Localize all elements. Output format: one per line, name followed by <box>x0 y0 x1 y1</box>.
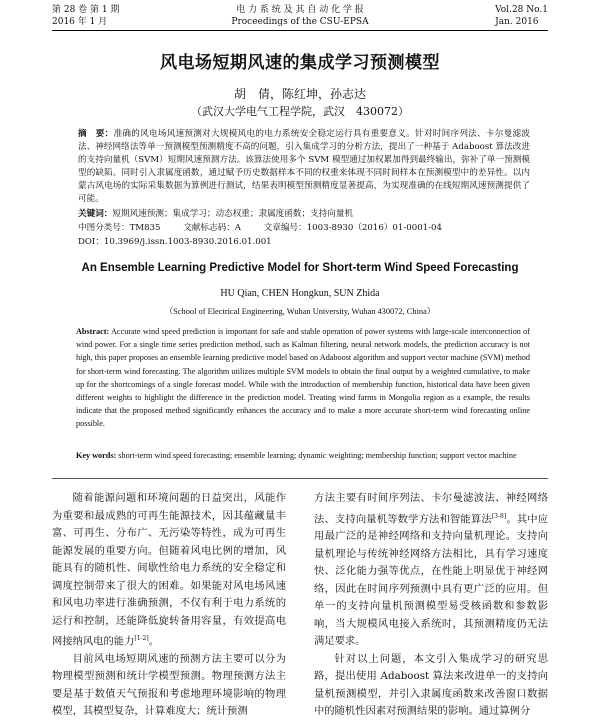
date-en: Jan. 2016 <box>495 17 539 27</box>
abstract-en <box>76 325 530 431</box>
header-right <box>495 4 548 28</box>
journal-name-zh: 电 力 系 统 及 其 自 动 化 学 报 <box>236 5 364 15</box>
keywords-zh-text: 短期风速预测；集成学习；动态权重；隶属度函数；支持向量机 <box>112 209 354 219</box>
body-text: 方法主要有时间序列法、卡尔曼滤波法、神经网络法、支持向量机等数学方法和智能算法 <box>314 492 548 525</box>
keywords-zh <box>78 208 530 220</box>
body-text: 。其中应用最广泛的是神经网络和支持向量机理论。支持向量机理论与传统神经网络方法相比，具有学习速度快、泛化能力强等优点，在性能上明显优于神经网络，因此在时间序列预测中具有更广泛的应用。但单一的支持向量机预测模型易受核函数和参数影响，当大规模风电接入系统时，其预测精度仍无法满足要求。 <box>314 512 549 648</box>
journal-name-en: Proceedings of the CSU-EPSA <box>231 17 369 27</box>
abstract-zh-text: 准确的风电场风速预测对大规模风电的电力系统安全稳定运行具有重要意义。针对时间序列法、卡尔曼滤波法、神经网络法等单一预测模型预测精度不高的问题，引入集成学习的分析方法，提出了一种基于 Adaboost 算法改进的支持向量机（SVM）短期风速预测方法。该算法使用多个 SVM 模型通过加权累加得到最终输出，弥补了单一预测模型的缺陷。同时引入隶属度函数，通过赋予历史数据样本不同的权重来体现不同时间样本在预测模型中的差异性。以内蒙古风电场的实际采集数据为算例进行测试，结果表明模型预测精度显著提高，为实现准确的在线短期风速预测提供了可能。 <box>78 129 530 204</box>
volume-issue: 第 28 卷 第 1 期 <box>52 5 120 15</box>
article-number: 文章编号：1003-8930（2016）01-0001-04 <box>263 223 442 233</box>
body-paragraph: 目前风电场短期风速的预测方法主要可以分为物理模型预测和统计学模型预测。物理预测方法主要是基于数值天气预报和考虑地理环境影响的物理模型，其模型复杂，计算难度大；统计预测 <box>52 652 286 718</box>
abstract-zh <box>78 128 530 206</box>
keywords-en-label: Key words: <box>76 451 117 460</box>
section-rule <box>52 478 548 479</box>
body-paragraph: 针对以上问题，本文引入集成学习的研究思路，提出使用 Adaboost 算法来改进单一的支持向量机预测模型，并引入隶属度函数来改善窗口数据中的随机性因素对预测结果的影响。通过算例分 <box>314 652 548 718</box>
clc-number: 中图分类号：TM835 <box>78 223 161 233</box>
keywords-en <box>76 450 530 462</box>
running-header <box>52 4 548 30</box>
keywords-en-text: short-term wind speed forecasting; ensemble learning; dynamic weighting; membership function; support vector machine <box>116 451 517 460</box>
body-paragraph <box>314 490 548 651</box>
abstract-en-text: Accurate wind speed prediction is important for safe and stable operation of power systems with large-scale interconnection of wind power. For a single time series prediction method, such as Kalman filtering, neural network models, the prediction accuracy is not high, this paper proposes an ensemble learning predictive model based on Adaboost algorithm and support vector machine (SVM) method for short-term wind forecasting. The algorithm utilizes multiple SVM models to obtain the final output by a weighted cumulative, to make up for the shortcomings of a single forecast model. While with the introduction of membership function, historical data have been given different weights to highlight the difference in the prediction model. Treating wind farms in Mongolia region as a example, the results indicate that the proposed method significantly enhances the accuracy and to make a more accurate short-term wind forecasting online possible. <box>76 327 530 429</box>
volume-en: Vol.28 No.1 <box>495 5 548 15</box>
body-paragraph <box>52 490 286 651</box>
title-en: An Ensemble Learning Predictive Model for Short-term Wind Speed Forecasting <box>81 262 519 274</box>
affiliation-zh: （武汉大学电气工程学院，武汉 430072） <box>191 105 409 118</box>
document-code: 文献标志码：A <box>183 223 242 233</box>
body-text: 随着能源问题和环境问题的日益突出，风能作为重要和最成熟的可再生能源技术，因其蕴藏量丰富、可再生、分布广、无污染等特性，成为可再生能源发展的重要方向。但随着风电比例的增加，风能具有的随机性、间歇性给电力系统的安全稳定和调度控制带来了很大的困难。如果能对风电场风速和风电功率进行准确预测，不仅有利于电力系统的运行和控制，还能降低旋转备用容量，有效提高电网接纳风电的能力 <box>52 492 286 648</box>
body-column-right <box>314 490 548 721</box>
date-zh: 2016 年 1 月 <box>52 17 108 27</box>
authors-en: HU Qian, CHEN Hongkun, SUN Zhida <box>220 288 380 299</box>
header-rule <box>52 30 548 31</box>
keywords-zh-label: 关键词： <box>78 209 113 219</box>
abstract-en-label: Abstract: <box>76 327 110 336</box>
header-center <box>52 4 548 28</box>
citation: [1-2] <box>134 635 149 642</box>
citation: [3-8] <box>491 512 507 520</box>
authors-zh: 胡 倩，陈红坤，孙志达 <box>233 87 366 101</box>
title-zh: 风电场短期风速的集成学习预测模型 <box>160 53 440 73</box>
doi: DOI：10.3969/j.issn.1003-8930.2016.01.001 <box>78 237 272 247</box>
abstract-zh-label: 摘 要： <box>78 129 114 139</box>
body-column-left <box>52 490 286 721</box>
affiliation-en: （School of Electrical Engineering, Wuhan University, Wuhan 430072, China） <box>164 307 436 316</box>
classification-line <box>78 222 530 234</box>
body-text: 。 <box>148 635 160 648</box>
